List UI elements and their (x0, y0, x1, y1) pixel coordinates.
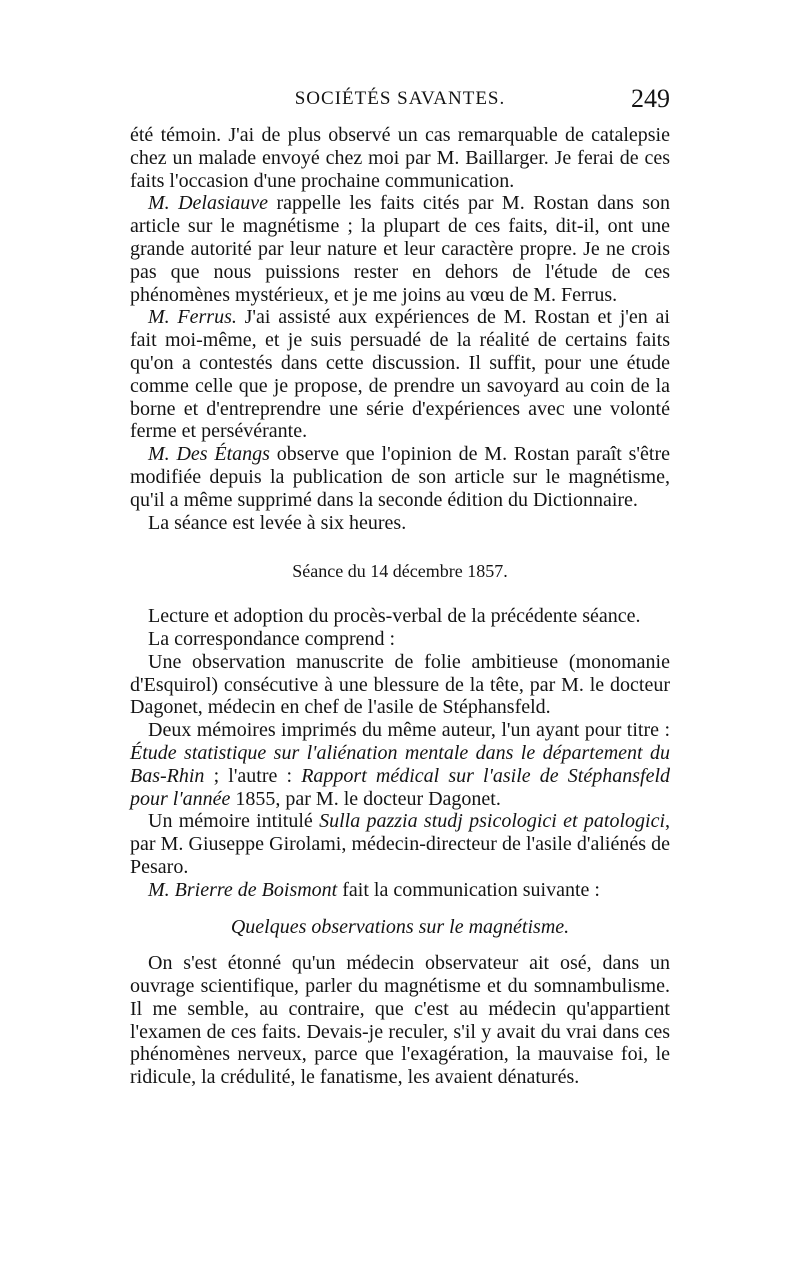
paragraph-closing: La séance est levée à six heures. (148, 511, 407, 534)
article-subtitle: Quelques observations sur le magnétisme. (230, 915, 570, 938)
paragraph-text: , par M. Giuseppe Girolami, médecin-directeur de l'asile d'aliénés de Pesaro. (130, 810, 670, 878)
running-title: SOCIÉTÉS SAVANTES. (294, 88, 506, 109)
page-number: 249 (631, 84, 670, 113)
paragraph-des-etangs (130, 443, 670, 511)
paragraph-text: rappelle les faits cités par M. Rostan dans son article sur le magnétisme ; la plupart de ces faits, dit-il, ont une grande autorité par leur nature et leur caractère propre. Je ne crois pas que nous puissions rester en dehors de l'étude de ces phénomènes mystérieux, et je me joins au vœu de M. Ferrus. (130, 192, 670, 306)
paragraph-delasiauve (130, 192, 670, 306)
paragraph-brierre (130, 879, 670, 902)
paragraph-ferrus (130, 306, 670, 443)
work-title: Étude statistique sur l'aliénation mentale dans le département du Bas-Rhin (130, 741, 670, 787)
paragraph-magnetisme: On s'est étonné qu'un médecin observateur ait osé, dans un ouvrage scientifique, parler du magnétisme et du somnambulisme. Il me semble, au contraire, que c'est au médecin qu'appartient l'examen de ces faits. Devais-je reculer, s'il y avait du vrai dans ces phénomènes nerveux, parce que l'exagération, la mauvaise foi, le ridicule, la crédulité, le fanatisme, les avaient dénaturés. (130, 952, 670, 1089)
section-heading: Séance du 14 décembre 1857. (292, 561, 508, 582)
paragraph-text: observe que l'opinion de M. Rostan paraît s'être modifiée depuis la publication de son article sur le magnétisme, qu'il a même supprimé dans la seconde édition du Dictionnaire. (130, 443, 670, 511)
speaker-name: M. Ferrus. (148, 306, 237, 329)
speaker-name: M. Brierre de Boismont (148, 878, 338, 901)
paragraph-text: Deux mémoires imprimés du même auteur, l'un ayant pour titre : (148, 719, 670, 742)
work-title: Sulla pazzia studj psicologici et patologici (319, 810, 665, 833)
paragraph-text: ; l'autre : (204, 764, 302, 787)
paragraph-memoires (130, 719, 670, 810)
paragraph-text: Un mémoire intitulé (148, 810, 320, 833)
paragraph-lecture: Lecture et adoption du procès-verbal de la précédente séance. (148, 605, 641, 628)
paragraph-continuation: été témoin. J'ai de plus observé un cas remarquable de catalepsie chez un malade envoyé chez moi par M. Baillarger. Je ferai de ces faits l'occasion d'une prochaine communication. (130, 124, 670, 192)
paragraph-text: fait la communication suivante : (337, 878, 600, 901)
speaker-name: M. Des Étangs (148, 443, 270, 466)
body-text (130, 124, 670, 1089)
work-title: Rapport médical sur l'asile de Stéphansfeld pour l'année (130, 764, 671, 810)
page-header (130, 84, 670, 118)
paragraph-text: J'ai assisté aux expériences de M. Rostan et j'en ai fait moi-même, et je suis persuadé de la réalité de certains faits qu'on a contestés dans cette discussion. Il suffit, pour une étude comme celle que je propose, de prendre un savoyard au coin de la borne et d'entreprendre une série d'expériences avec une volonté ferme et persévérante. (130, 306, 670, 443)
paragraph-memoire-pesaro (130, 810, 670, 878)
paragraph-correspondance: La correspondance comprend : (148, 627, 396, 650)
paragraph-observation: Une observation manuscrite de folie ambitieuse (monomanie d'Esquirol) consécutive à une blessure de la tête, par M. le docteur Dagonet, médecin en chef de l'asile de Stéphansfeld. (130, 650, 670, 719)
paragraph-text: 1855, par M. le docteur Dagonet. (230, 787, 501, 810)
speaker-name: M. Delasiauve (148, 192, 269, 215)
